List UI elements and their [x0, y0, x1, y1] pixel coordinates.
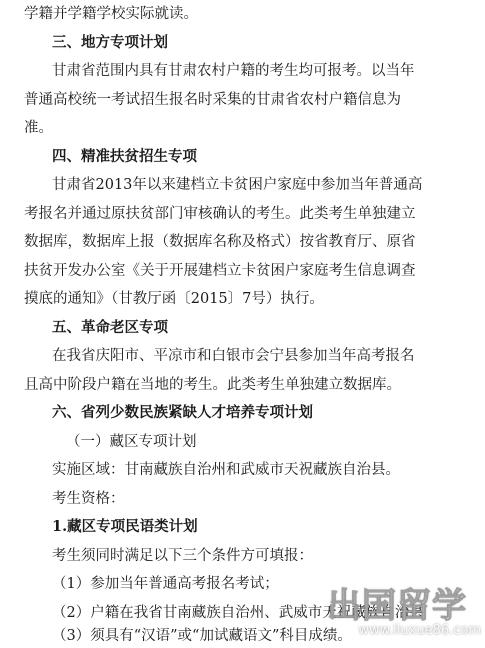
section-heading-minority-plan: 六、省列少数民族紧缺人才培养专项计划	[52, 404, 313, 421]
paragraph-line: 考生须同时满足以下三个条件方可填报：	[52, 548, 313, 564]
list-item: （3）须具有“汉语”或“加试藏语文”科目成绩。	[52, 628, 352, 644]
list-item: （2）户籍在我省甘南藏族自治州、武威市天祝藏族自治县	[52, 605, 424, 621]
watermark-text: 出国留学	[327, 586, 467, 626]
paragraph-line: 甘肃省范围内具有甘肃农村户籍的考生均可报考。以当年	[52, 63, 415, 79]
subsection-heading: （一）藏区专项计划	[66, 434, 197, 450]
watermark-url: www.liuxue86.com	[358, 623, 481, 638]
paragraph-line: 在我省庆阳市、平凉市和白银市会宁县参加当年高考报名	[52, 348, 415, 364]
section-heading-poverty-plan: 四、精准扶贫招生专项	[52, 148, 197, 165]
paragraph-line: 考生资格：	[52, 491, 125, 507]
paragraph-line: 学籍并学籍学校实际就读。	[24, 6, 198, 22]
numbered-heading: 1.藏区专项民语类计划	[52, 518, 198, 535]
section-heading-local-plan: 三、地方专项计划	[52, 34, 168, 51]
paragraph-line: 摸底的通知》（甘教厅函〔2015〕7号）执行。	[24, 291, 324, 307]
section-heading-revolution-area: 五、革命老区专项	[52, 319, 168, 336]
paragraph-line: 准。	[24, 120, 53, 136]
paragraph-line: 且高中阶段户籍在当地的考生。此类考生单独建立数据库。	[24, 377, 401, 393]
paragraph-line: 扶贫开发办公室《关于开展建档立卡贫困户家庭考生信息调查	[24, 263, 416, 279]
paragraph-line: 普通高校统一考试招生报名时采集的甘肃省农村户籍信息为	[24, 92, 401, 108]
paragraph-line: 实施区域：甘南藏族自治州和武威市天祝藏族自治县。	[52, 462, 400, 478]
paragraph-line: 考报名并通过原扶贫部门审核确认的考生。此类考生单独建立	[24, 206, 416, 222]
paragraph-line: 甘肃省2013年以来建档立卡贫困户家庭中参加当年普通高	[52, 177, 423, 193]
site-watermark	[313, 584, 481, 642]
list-item: （1）参加当年普通高考报名考试；	[52, 576, 279, 592]
paragraph-line: 数据库，数据库上报（数据库名称及格式）按省教育厅、原省	[24, 234, 416, 250]
